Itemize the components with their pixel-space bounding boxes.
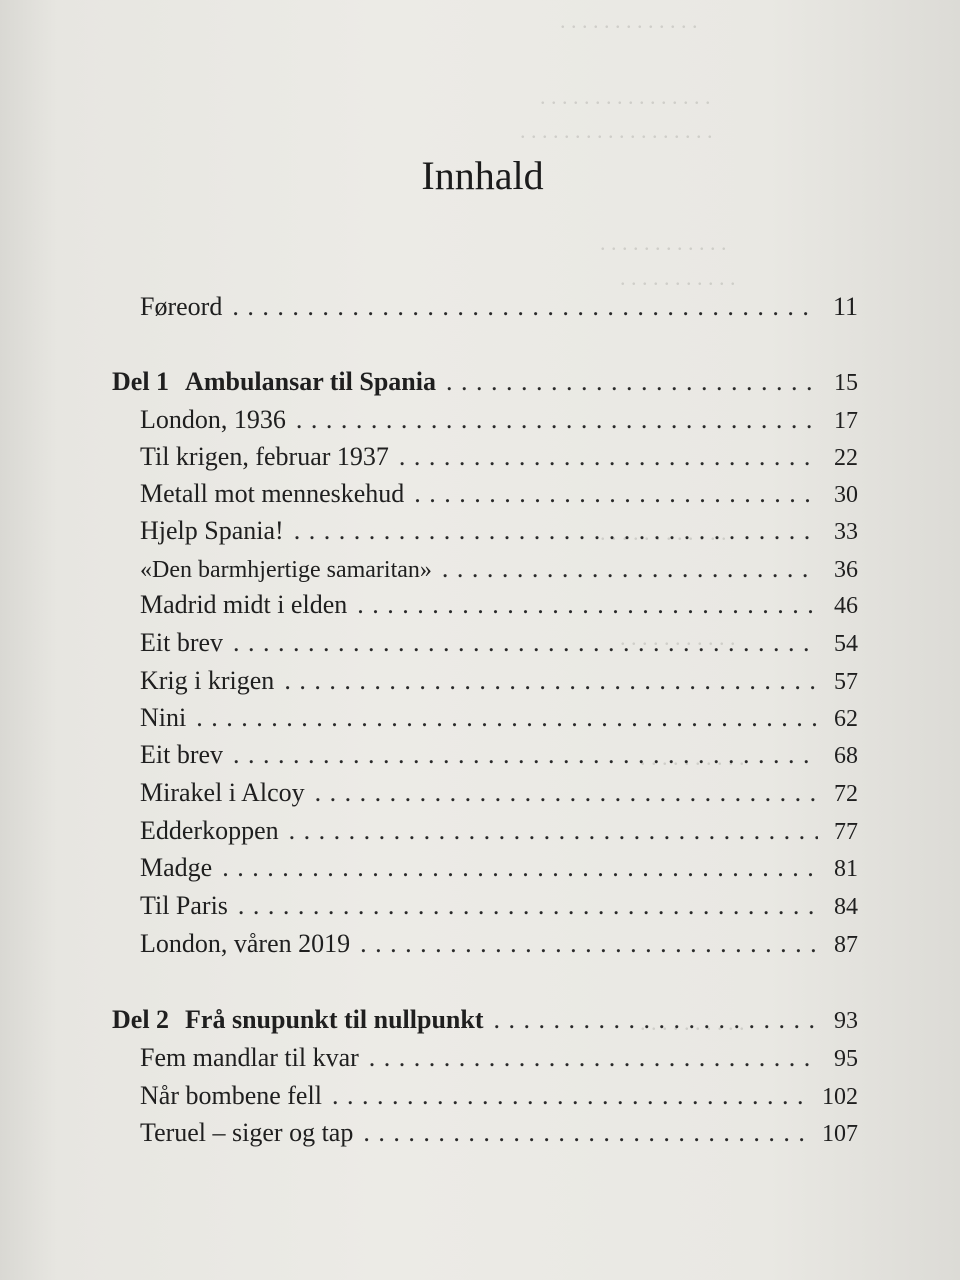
toc-entry-label: London, våren 2019 bbox=[140, 929, 351, 958]
dot-leader bbox=[284, 666, 818, 696]
toc-entry-label: Til krigen, februar 1937 bbox=[140, 442, 389, 471]
toc-entry-label: Madrid midt i elden bbox=[140, 590, 348, 619]
toc-page-number: 84 bbox=[834, 894, 858, 920]
show-through-text: . . . . . . . . . . bbox=[640, 1010, 745, 1035]
toc-page-number: 72 bbox=[834, 781, 858, 807]
toc-page-number: 107 bbox=[822, 1121, 858, 1147]
toc-entry-label: Madge bbox=[140, 853, 213, 882]
part-number: Del 1 bbox=[112, 367, 170, 396]
toc-entry bbox=[140, 778, 858, 808]
dot-leader bbox=[332, 1081, 812, 1111]
part-heading-text bbox=[112, 1005, 483, 1035]
dot-leader bbox=[363, 1118, 812, 1148]
show-through-text: . . . . . . . . . . . bbox=[620, 625, 736, 650]
toc-entry-label: Teruel – siger og tap bbox=[140, 1118, 354, 1147]
show-through-text: . . . . . . . . . . . bbox=[620, 265, 736, 290]
toc-entry-label: Eit brev bbox=[140, 628, 224, 657]
toc-page-number: 22 bbox=[834, 445, 858, 471]
dot-leader bbox=[233, 628, 818, 658]
toc-entry-label: Til Paris bbox=[140, 891, 228, 920]
dot-leader bbox=[446, 367, 818, 397]
dot-leader bbox=[238, 891, 818, 921]
dot-leader bbox=[414, 479, 818, 509]
dot-leader bbox=[315, 778, 818, 808]
toc-page-number: 87 bbox=[834, 932, 858, 958]
toc-entry bbox=[140, 666, 858, 696]
dot-leader bbox=[442, 554, 818, 584]
toc-entry bbox=[140, 554, 858, 584]
toc-entry bbox=[140, 853, 858, 883]
show-through-text: . . . . . . . . . . . . . bbox=[560, 8, 698, 33]
toc-page-number: 68 bbox=[834, 743, 858, 769]
dot-leader bbox=[196, 703, 818, 733]
toc-page-number: 11 bbox=[832, 292, 858, 321]
toc-entry-label: «Den barmhjertige samaritan» bbox=[140, 557, 432, 583]
toc-page-number: 17 bbox=[834, 408, 858, 434]
toc-entry bbox=[140, 479, 858, 509]
toc-entry-label: London, 1936 bbox=[140, 405, 286, 434]
toc-entry-label: Metall mot menneskehud bbox=[140, 479, 405, 508]
toc-page-number: 36 bbox=[834, 557, 858, 583]
toc-entry bbox=[140, 590, 858, 620]
dot-leader bbox=[399, 442, 818, 472]
toc-page-number: 77 bbox=[834, 819, 858, 845]
show-through-text: . . . . . . . . . . bbox=[640, 745, 745, 770]
toc-entry-label: Fem mandlar til kvar bbox=[140, 1043, 359, 1072]
dot-leader bbox=[296, 405, 818, 435]
toc-part-heading bbox=[112, 1005, 858, 1035]
dot-leader bbox=[222, 853, 818, 883]
toc-entry bbox=[140, 816, 858, 846]
toc-entry bbox=[140, 516, 858, 546]
toc-part-heading bbox=[112, 367, 858, 397]
show-through-text: . . . . . . . . . . . . bbox=[600, 230, 727, 255]
toc-entry bbox=[140, 703, 858, 733]
toc-entry-label: Mirakel i Alcoy bbox=[140, 778, 305, 807]
toc-page-number: 102 bbox=[822, 1084, 858, 1110]
toc-entry bbox=[140, 1081, 858, 1111]
part-title: Frå snupunkt til nullpunkt bbox=[185, 1005, 484, 1034]
toc-page-number: 57 bbox=[834, 669, 858, 695]
toc-page-number: 62 bbox=[834, 706, 858, 732]
toc-entry-label: Eit brev bbox=[140, 740, 224, 769]
toc-entry-label: Når bombene fell bbox=[140, 1081, 322, 1110]
toc-entry bbox=[140, 740, 858, 770]
toc-entry bbox=[140, 1043, 858, 1073]
toc-page-number: 46 bbox=[834, 593, 858, 619]
toc-page-number: 95 bbox=[834, 1046, 858, 1072]
toc-page-number: 81 bbox=[834, 856, 858, 882]
show-through-text: . . . . . . . . . . . . . . . . . . bbox=[520, 118, 713, 143]
dot-leader bbox=[233, 740, 818, 770]
page-title: Innhald bbox=[421, 153, 544, 198]
toc-entry-label: Føreord bbox=[140, 292, 223, 321]
toc-entry-label: Edderkoppen bbox=[140, 816, 279, 845]
dot-leader bbox=[360, 929, 818, 959]
toc-entry-label: Krig i krigen bbox=[140, 666, 275, 695]
toc-page-number: 30 bbox=[834, 482, 858, 508]
dot-leader bbox=[294, 516, 818, 546]
part-number: Del 2 bbox=[112, 1005, 170, 1034]
toc-page-number: 54 bbox=[834, 631, 858, 657]
toc-page-number: 33 bbox=[834, 519, 858, 545]
toc-entry bbox=[140, 442, 858, 472]
part-heading-text bbox=[112, 367, 436, 397]
toc-entry bbox=[140, 628, 858, 658]
show-through-text: . . . . . . . . . . . . . . . . bbox=[540, 84, 711, 109]
dot-leader bbox=[232, 292, 818, 322]
dot-leader bbox=[493, 1005, 818, 1035]
toc-entry bbox=[140, 405, 858, 435]
part-title: Ambulansar til Spania bbox=[185, 367, 436, 396]
toc-entry-foreword bbox=[140, 292, 858, 322]
dot-leader bbox=[357, 590, 818, 620]
toc-entry-label: Nini bbox=[140, 703, 187, 732]
dot-leader bbox=[369, 1043, 818, 1073]
toc-entry bbox=[140, 929, 858, 959]
toc-entry bbox=[140, 1118, 858, 1148]
dot-leader bbox=[289, 816, 818, 846]
toc-page-number: 93 bbox=[834, 1008, 858, 1034]
show-through-text: . . . . . . . . . . . . bbox=[600, 520, 727, 545]
toc-entry-label: Hjelp Spania! bbox=[140, 516, 284, 545]
toc-entry bbox=[140, 891, 858, 921]
toc-page-number: 15 bbox=[834, 370, 858, 396]
